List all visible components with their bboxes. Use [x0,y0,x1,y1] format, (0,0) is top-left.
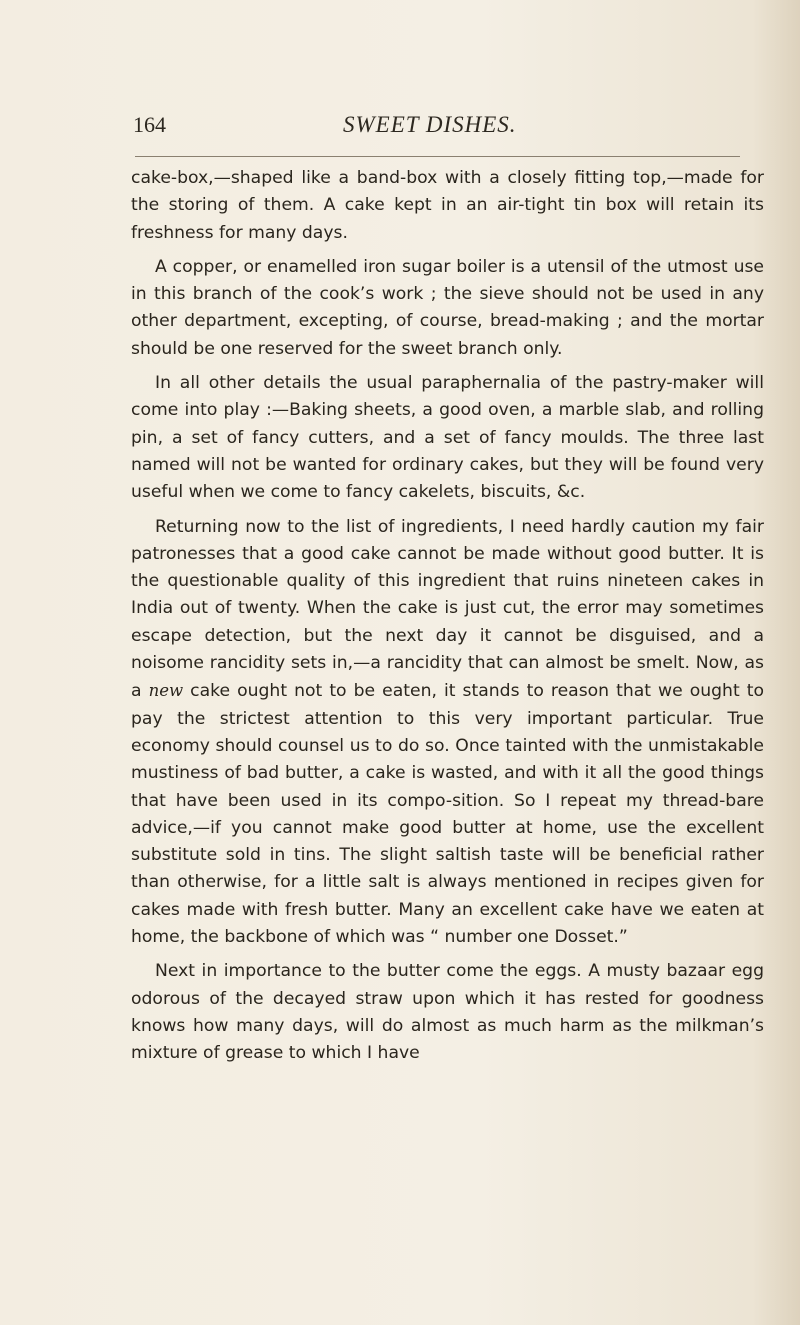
body-text [131,165,764,1068]
paragraph-butter [131,514,764,952]
butter-text-after: cake ought not to be eaten, it stands to reason that we ought to pay the strictest attention to this very important particular. True economy should counsel us to do so. Once tainted with the unmistakable mustiness of bad butter, a cake is wasted, and with it all the good things that have been used in its compo-sition. So I repeat my thread-bare advice,—if you cannot make good butter at home, use the excellent substitute sold in tins. The slight saltish taste will be beneficial rather than otherwise, for a little salt is always mentioned in recipes given for cakes made with fresh butter. Many an excellent cake have we eaten at home, the backbone of which was “ number one Dosset.” [131,681,765,948]
header-rule [135,156,740,157]
paragraph-eggs: Next in importance to the butter come the eggs. A musty bazaar egg odorous of the decayed straw upon which it has rested for goodness knows how many days, will do almost as much harm as the milkman’s mixture of grease to which I have [131,961,764,1064]
page-header [133,112,753,146]
paragraph-paraphernalia: In all other details the usual paraphernalia of the pastry-maker will come into play :—Baking sheets, a good oven, a marble slab, and rolling pin, a set of fancy cutters, and a set of fancy moulds. The three last named will not be wanted for ordinary cakes, but they will be found very useful when we come to fancy cakelets, biscuits, &c. [131,373,764,503]
paragraph-sugar-boiler: A copper, or enamelled iron sugar boiler is a utensil of the utmost use in this branch of the cook’s work ; the sieve should not be used in any other department, excepting, of course, bread-making ; and the mortar should be one reserved for the sweet branch only. [131,256,764,359]
butter-text-before: Returning now to the list of ingredients, I need hardly caution my fair patronesses that a good cake cannot be made without good butter. It is the questionable quality of this ingredient that ruins nineteen cakes in India out of twenty. When the cake is just cut, the error may sometimes escape detection, but the next day it cannot be disguised, and a noisome rancidity sets in,—a rancidity that can almost be smelt. Now, as a [131,516,764,702]
emphasis-new: new [148,681,184,701]
paragraph-cake-box: cake-box,—shaped like a band-box with a closely fitting top,—made for the storing of them. A cake kept in an air-tight tin box will retain its freshness for many days. [131,168,764,243]
page-number: 164 [133,112,166,137]
running-title: SWEET DISHES. [343,112,517,137]
